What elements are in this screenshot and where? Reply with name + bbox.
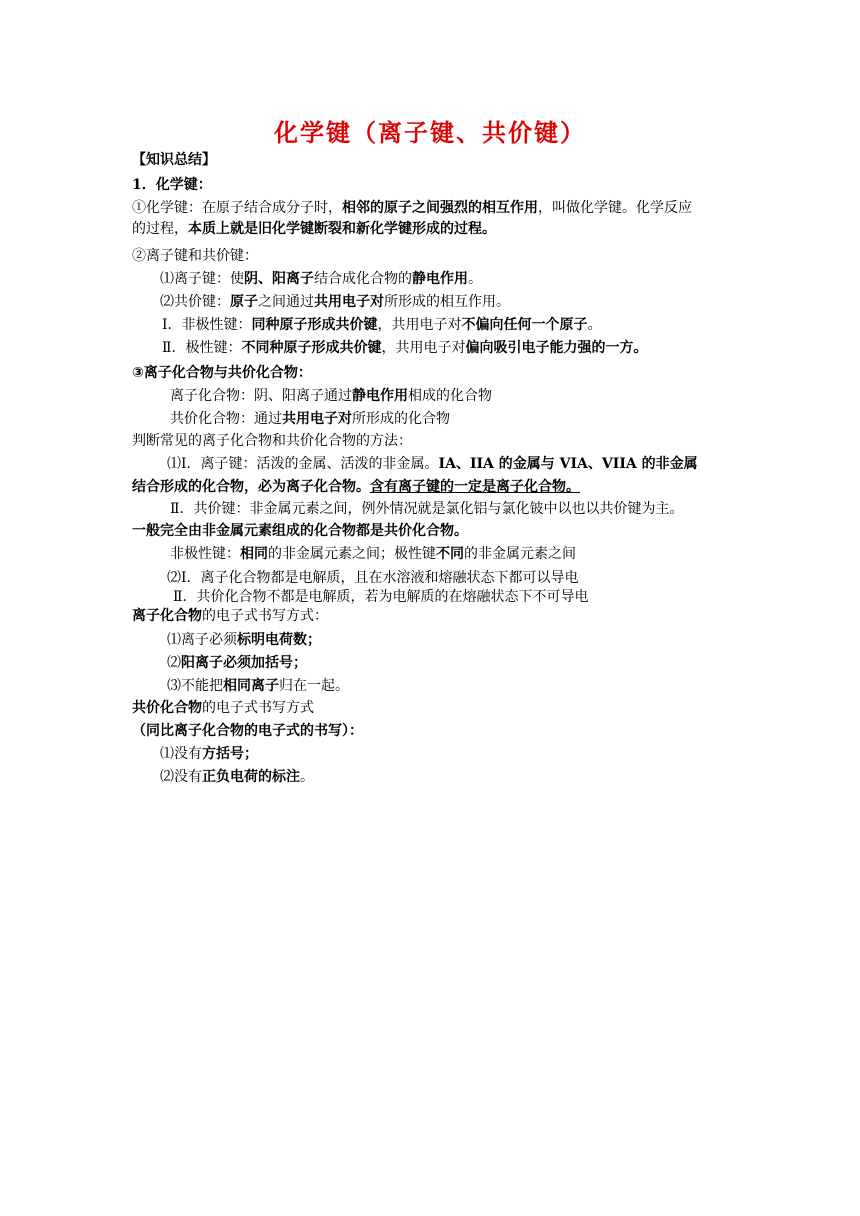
electrolyte-ionic: ⑵Ⅰ．离子化合物都是电解质，且在水溶液和熔融状态下都可以导电 [167,570,579,586]
nonpolar-bond-definition: Ⅰ．非极性键：同种原子形成共价键，共用电子对不偏向任何一个原子。 [162,317,602,333]
s1-heading: 1．化学键： [132,177,212,193]
method-ionic-line2: 结合形成的化合物，必为离子化合物。含有离子键的一定是离子化合物。 [132,479,580,495]
page-title: 化学键（离子键、共价键） [274,119,586,147]
s1-definition-line1: ①化学键：在原子结合成分子时，相邻的原子之间强烈的相互作用，叫做化学键。化学反应 [132,200,692,216]
ionic-rule-3: ⑶不能把相同离子归在一起。 [167,678,349,694]
section-heading: 【知识总结】 [132,152,216,168]
ionic-rule-2: ⑵阳离子必须加括号； [167,655,307,671]
s3-heading: ③离子化合物与共价化合物： [132,365,312,381]
polar-bond-definition: Ⅱ．极性键：不同种原子形成共价键，共用电子对偏向吸引电子能力强的一方。 [162,340,648,356]
covalent-rule-1: ⑴没有方括号； [160,746,258,762]
s2-heading: ②离子键和共价键： [132,248,258,264]
method-heading: 判断常见的离子化合物和共价化合物的方法： [132,433,412,449]
covalent-compound-definition: 共价化合物：通过共用电子对所形成的化合物 [170,411,450,427]
method-covalent-line1: Ⅱ．共价键：非金属元素之间，例外情况就是氯化铝与氯化铍中以也以共价键为主。 [170,501,684,517]
ionic-compound-definition: 离子化合物：阴、阳离子通过静电作用相成的化合物 [170,388,492,404]
covalent-rule-2: ⑵没有正负电荷的标注。 [160,769,314,785]
s1-definition-line2: 的过程，本质上就是旧化学键断裂和新化学键形成的过程。 [132,221,496,237]
covalent-bond-definition: ⑵共价键：原子之间通过共用电子对所形成的相互作用。 [160,294,510,310]
method-covalent-line2: 一般完全由非金属元素组成的化合物都是共价化合物。 [132,523,468,539]
covalent-electron-formula-heading: 共价化合物的电子式书写方式 [132,700,314,716]
polarity-rule: 非极性键：相同的非金属元素之间；极性键不同的非金属元素之间 [170,546,576,562]
ionic-bond-definition: ⑴离子键：使阴、阳离子结合成化合物的静电作用。 [160,271,482,287]
covalent-formula-note: （同比离子化合物的电子式的书写）： [132,723,363,739]
ionic-rule-1: ⑴离子必须标明电荷数； [167,632,321,648]
electrolyte-covalent: Ⅱ．共价化合物不都是电解质，若为电解质的在熔融状态下不可导电 [173,589,589,605]
ionic-electron-formula-heading: 离子化合物的电子式书写方式： [132,608,328,624]
method-ionic-line1: ⑴Ⅰ．离子键：活泼的金属、活泼的非金属。IA、IIA 的金属与 VIA、VIIA 的非金属 [167,456,698,472]
